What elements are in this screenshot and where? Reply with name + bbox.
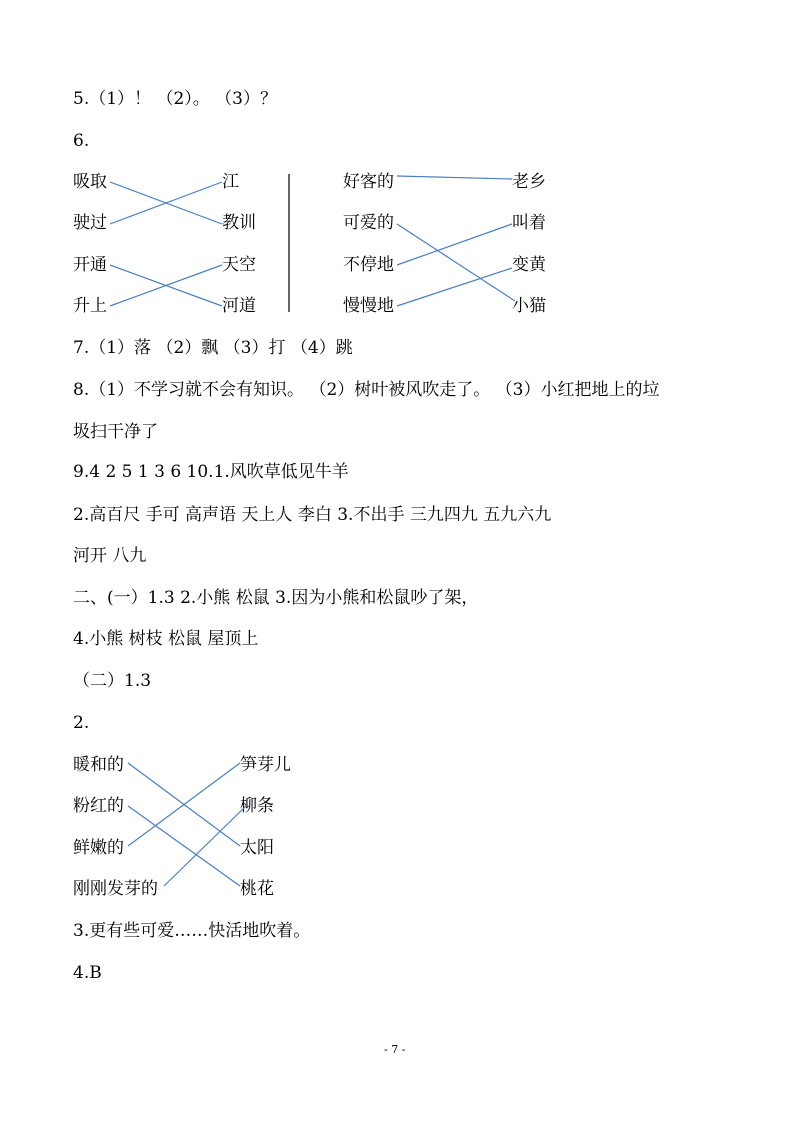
section2-line1: 二、(一）1.3 2.小熊 松鼠 3.因为小熊和松鼠吵了架， [73, 588, 479, 608]
s2q2-right-word-1: 笋芽儿 [240, 755, 291, 775]
q6-right-word-4: 河道 [222, 296, 256, 316]
answer-q10-line3: 河开 八九 [73, 546, 147, 566]
answer-q9-q10: 9.4 2 5 1 3 6 10.1.风吹草低见牛羊 [73, 462, 349, 482]
answer-q8-line1: 8.（1）不学习就不会有知识。 （2）树叶被风吹走了。 （3）小红把地上的垃 [73, 380, 660, 400]
section2-line2: 4.小熊 树枝 松鼠 屋顶上 [73, 629, 259, 649]
q6b-right-word-2: 叫着 [512, 213, 546, 233]
q6b-right-word-4: 小猫 [512, 296, 546, 316]
match-line-q6b-manmandi-bianhuang [397, 268, 512, 306]
answer-q8-line2: 圾扫干净了 [73, 422, 158, 442]
match-line-s2-fenhong-taohua [128, 806, 240, 886]
section2-q3: 3.更有些可爱……快活地吹着。 [73, 921, 311, 941]
s2q2-right-word-2: 柳条 [240, 796, 274, 816]
section2-q4: 4.B [73, 963, 102, 983]
q6b-right-word-3: 变黄 [512, 255, 546, 275]
q6-left-word-3: 开通 [73, 255, 107, 275]
section2-line3: （二）1.3 [73, 671, 152, 691]
q6b-left-word-2: 可爱的 [343, 213, 394, 233]
q6-right-word-1: 江 [222, 172, 239, 192]
section2-q2-label: 2. [73, 713, 90, 733]
q6-left-word-1: 吸取 [73, 172, 107, 192]
q6-right-word-2: 教训 [222, 213, 256, 233]
answer-q6-label: 6. [73, 131, 90, 151]
match-line-s2-ganggang-liutiao [164, 806, 246, 886]
q6b-left-word-3: 不停地 [343, 255, 394, 275]
s2q2-left-word-1: 暖和的 [73, 755, 124, 775]
q6-right-word-3: 天空 [222, 255, 256, 275]
s2q2-left-word-3: 鲜嫩的 [73, 838, 124, 858]
s2q2-left-word-2: 粉红的 [73, 796, 124, 816]
q6-left-word-4: 升上 [73, 296, 107, 316]
answer-q7: 7.（1）落 （2）飘 （3）打 （4）跳 [73, 338, 353, 358]
s2q2-left-word-4: 刚刚发芽的 [73, 879, 158, 899]
q6b-right-word-1: 老乡 [512, 172, 546, 192]
match-line-q6b-keai-xiaomao [397, 224, 515, 301]
answer-q5: 5.（1）！ （2）。 （3）？ [73, 89, 277, 109]
s2q2-right-word-4: 桃花 [240, 879, 274, 899]
match-line-q6b-haoke-laoxiang [397, 176, 512, 179]
q6b-left-word-4: 慢慢地 [343, 296, 394, 316]
s2q2-right-word-3: 太阳 [240, 838, 274, 858]
page-number: - 7 - [384, 1043, 406, 1056]
match-line-q6b-butingdi-jiaozhe [397, 224, 512, 265]
q6-left-word-2: 驶过 [73, 213, 107, 233]
q6b-left-word-1: 好客的 [343, 172, 394, 192]
answer-q10-line2: 2.高百尺 手可 高声语 天上人 李白 3.不出手 三九四九 五九六九 [73, 505, 552, 525]
